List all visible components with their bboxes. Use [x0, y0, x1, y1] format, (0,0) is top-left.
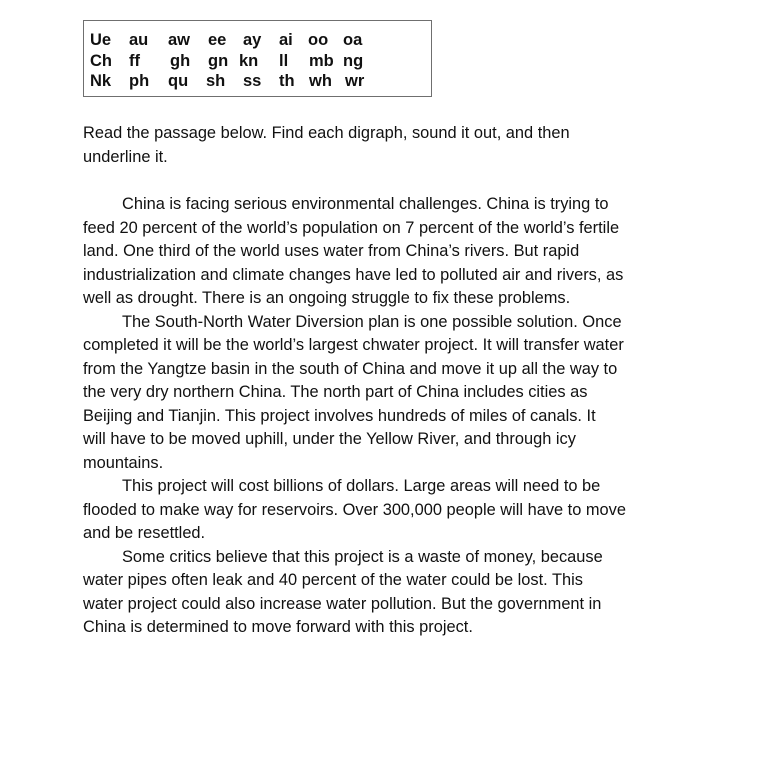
passage-line: China is determined to move forward with this project. [83, 618, 473, 636]
passage-line: This project will cost billions of dollars. Large areas will need to be [122, 477, 601, 495]
passage-line: well as drought. There is an ongoing struggle to fix these problems. [83, 289, 571, 307]
passage-line: feed 20 percent of the world’s population on 7 percent of the world’s fertile [83, 218, 620, 237]
passage-line: water pipes often leak and 40 percent of the water could be lost. This [83, 571, 583, 589]
instructions-line: Read the passage below. Find each digraph, sound it out, and then [83, 124, 570, 142]
digraph: oo [308, 31, 329, 49]
digraph: ff [129, 51, 140, 70]
digraph-row-2 [90, 51, 431, 72]
passage-line: from the Yangtze basin in the south of China and move it up all the way to [83, 359, 618, 378]
passage-line: land. One third of the world uses water from China’s rivers. But rapid [83, 242, 580, 260]
digraph: Ch [90, 51, 112, 70]
digraph-row-3 [90, 71, 431, 92]
digraph: kn [239, 51, 259, 70]
digraph: qu [168, 72, 189, 90]
passage-line: mountains. [83, 453, 164, 472]
digraph: gh [170, 51, 191, 70]
digraph: gn [208, 51, 229, 70]
passage-line: Beijing and Tianjin. This project involves hundreds of miles of canals. It [83, 406, 596, 425]
digraph: oa [343, 31, 363, 49]
digraph: Nk [90, 72, 112, 90]
digraph-box [83, 20, 432, 97]
digraph: mb [309, 51, 334, 70]
digraph: au [129, 31, 149, 49]
digraph: sh [206, 72, 226, 90]
instructions [83, 121, 723, 169]
digraph: wh [309, 72, 332, 90]
passage-line: China is facing serious environmental challenges. China is trying to [122, 195, 609, 213]
digraph: ng [343, 51, 364, 70]
digraph: ph [129, 72, 150, 90]
passage-line: and be resettled. [83, 524, 206, 542]
digraph: wr [345, 72, 365, 90]
instructions-line: underline it. [83, 148, 168, 166]
digraph: th [279, 72, 295, 90]
digraph: ll [279, 51, 289, 70]
passage-line: completed it will be the world’s largest chwater project. It will transfer water [83, 336, 624, 354]
passage-line: flooded to make way for reservoirs. Over 300,000 people will have to move [83, 500, 626, 519]
passage-line: The South-North Water Diversion plan is one possible solution. Once [122, 312, 622, 331]
digraph: Ue [90, 31, 112, 49]
digraph: ai [279, 31, 293, 49]
digraph: ay [243, 31, 262, 49]
digraph-row-1 [90, 30, 431, 51]
passage-line: Some critics believe that this project is a waste of money, because [122, 547, 603, 566]
passage-line: industrialization and climate changes have led to polluted air and rivers, as [83, 265, 624, 284]
passage-line: the very dry northern China. The north part of China includes cities as [83, 383, 588, 401]
digraph: ss [243, 72, 262, 90]
passage-line: will have to be moved uphill, under the Yellow River, and through icy [83, 430, 576, 448]
passage [83, 193, 723, 640]
digraph: ee [208, 31, 227, 49]
passage-line: water project could also increase water pollution. But the government in [83, 594, 602, 613]
digraph: aw [168, 31, 191, 49]
